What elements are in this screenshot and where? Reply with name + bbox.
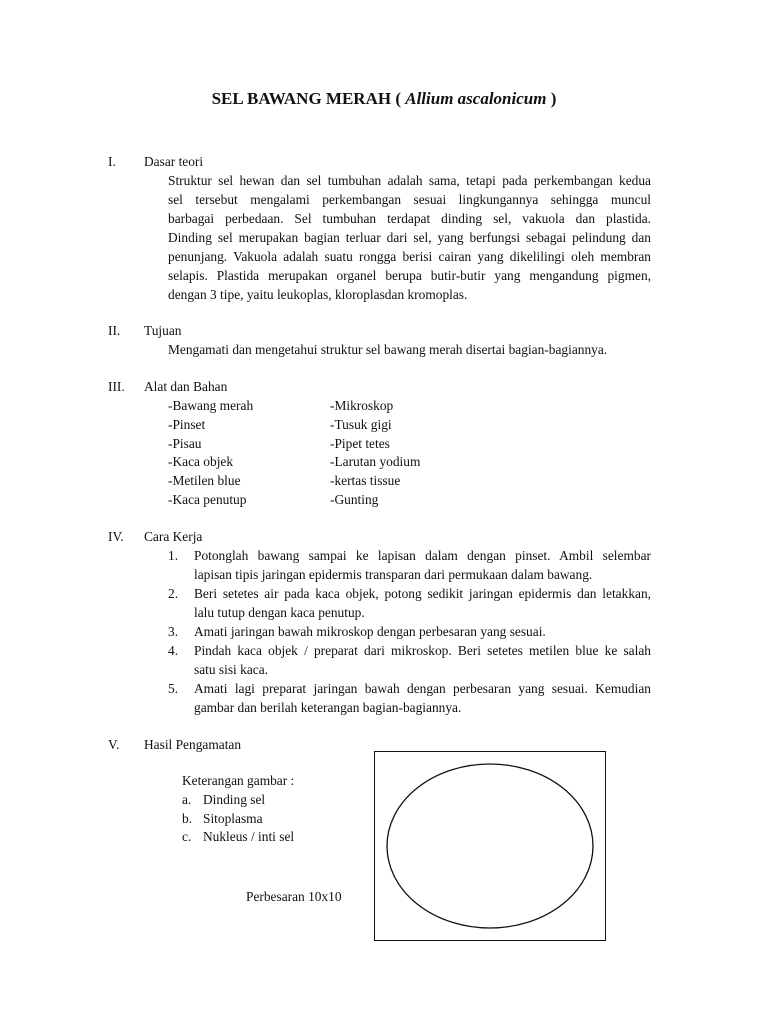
- section-2-number: II.: [108, 323, 121, 338]
- step-line: Potonglah bawang sampai ke lapisan dalam dengan pinset. Ambil selembar: [194, 548, 651, 563]
- step-item: [168, 679, 651, 717]
- step-line: Amati jaringan bawah mikroskop dengan perbesaran yang sesuai.: [194, 624, 546, 639]
- tool-item: -kertas tissue: [330, 473, 401, 489]
- cell-outline-ellipse: [387, 764, 593, 928]
- step-line: gambar dan berilah keterangan bagian-bagiannya.: [194, 700, 462, 715]
- paragraph-line: penunjang. Vakuola adalah suatu rongga berisi cairan yang dikelilingi oleh membran: [168, 249, 651, 264]
- tools-row: [168, 452, 468, 471]
- tool-item: -Bawang merah: [168, 398, 254, 413]
- step-line: Beri setetes air pada kaca objek, potong sedikit jaringan epidermis dan letakkan,: [194, 586, 651, 601]
- tujuan-text: [168, 340, 651, 359]
- step-line: satu sisi kaca.: [194, 662, 269, 677]
- legend-value: Nukleus / inti sel: [203, 829, 295, 845]
- step-item: [168, 622, 651, 641]
- tool-item: -Pipet tetes: [330, 435, 390, 451]
- section-1-number: I.: [108, 154, 116, 169]
- title-close: ): [546, 89, 557, 108]
- step-line: lalu tutup dengan kaca penutup.: [194, 605, 365, 620]
- step-number: 4.: [168, 643, 179, 658]
- section-4-number: IV.: [108, 529, 124, 544]
- steps-list: [168, 546, 651, 717]
- tools-row: [168, 415, 468, 434]
- tools-row: [168, 490, 468, 509]
- step-line: lapisan tipis jaringan epidermis transparan dari permukaan dalam bawang.: [194, 567, 593, 582]
- tool-item: -Kaca penutup: [168, 491, 247, 507]
- paragraph-line: sel tersebut mengalami perkembangan sesuai lingkungannya sehingga muncul: [168, 192, 651, 207]
- paragraph-line: selapis. Plastida merupakan organel berupa butir-butir yang mengandung pigmen,: [168, 268, 651, 283]
- legend-key: b.: [182, 810, 193, 826]
- tool-item: -Larutan yodium: [330, 454, 421, 470]
- section-1-heading: Dasar teori: [144, 154, 204, 169]
- tool-item: -Gunting: [330, 491, 379, 507]
- paragraph-line: Mengamati dan mengetahui struktur sel bawang merah disertai bagian-bagiannya.: [168, 342, 608, 357]
- tool-item: -Pinset: [168, 416, 206, 432]
- tools-row: [168, 471, 468, 490]
- tools-list: [168, 396, 468, 509]
- tool-item: -Kaca objek: [168, 454, 234, 470]
- tools-row: [168, 434, 468, 453]
- step-line: Pindah kaca objek / preparat dari mikroskop. Beri setetes metilen blue ke salah: [194, 643, 651, 658]
- tool-item: -Pisau: [168, 435, 202, 451]
- dasar-teori-paragraph: [168, 171, 651, 304]
- title-species: Allium ascalonicum: [405, 89, 547, 108]
- section-3-heading: Alat dan Bahan: [144, 379, 228, 394]
- legend-title: Keterangan gambar :: [182, 773, 295, 788]
- legend-key: a.: [182, 791, 192, 807]
- paragraph-line: dengan 3 tipe, yaitu leukoplas, kloroplasdan kromoplas.: [168, 287, 468, 302]
- step-item: [168, 641, 651, 679]
- step-item: [168, 584, 651, 622]
- section-5-number: V.: [108, 737, 120, 752]
- legend-value: Dinding sel: [203, 791, 266, 807]
- step-line: Amati lagi preparat jaringan bawah dengan perbesaran yang sesuai. Kemudian: [194, 681, 651, 696]
- cell-drawing: [375, 752, 607, 942]
- section-3-number: III.: [108, 379, 125, 394]
- step-item: [168, 546, 651, 584]
- paragraph-line: Dinding sel merupakan bagian terluar dari sel, yang berfungsi sebagai pelindung dan: [168, 230, 651, 245]
- section-5-heading: Hasil Pengamatan: [144, 737, 242, 752]
- magnification-label: Perbesaran 10x10: [246, 889, 342, 904]
- paragraph-line: Struktur sel hewan dan sel tumbuhan adalah sama, tetapi pada perkembangan kedua: [168, 173, 651, 188]
- legend-key: c.: [182, 829, 192, 845]
- section-2-heading: Tujuan: [144, 323, 182, 338]
- tools-row: [168, 396, 468, 415]
- section-4-heading: Cara Kerja: [144, 529, 203, 544]
- step-number: 5.: [168, 681, 179, 696]
- step-number: 3.: [168, 624, 179, 639]
- page-title: [0, 88, 768, 110]
- paragraph-line: barbagai perbedaan. Sel tumbuhan terdapat dinding sel, vakuola dan plastida.: [168, 211, 651, 226]
- tool-item: -Mikroskop: [330, 398, 394, 413]
- observation-drawing-frame: [374, 751, 606, 941]
- title-main: SEL BAWANG MERAH (: [211, 89, 406, 108]
- tool-item: -Tusuk gigi: [330, 416, 392, 432]
- tool-item: -Metilen blue: [168, 473, 241, 489]
- legend-value: Sitoplasma: [203, 810, 263, 826]
- step-number: 1.: [168, 548, 179, 563]
- step-number: 2.: [168, 586, 179, 601]
